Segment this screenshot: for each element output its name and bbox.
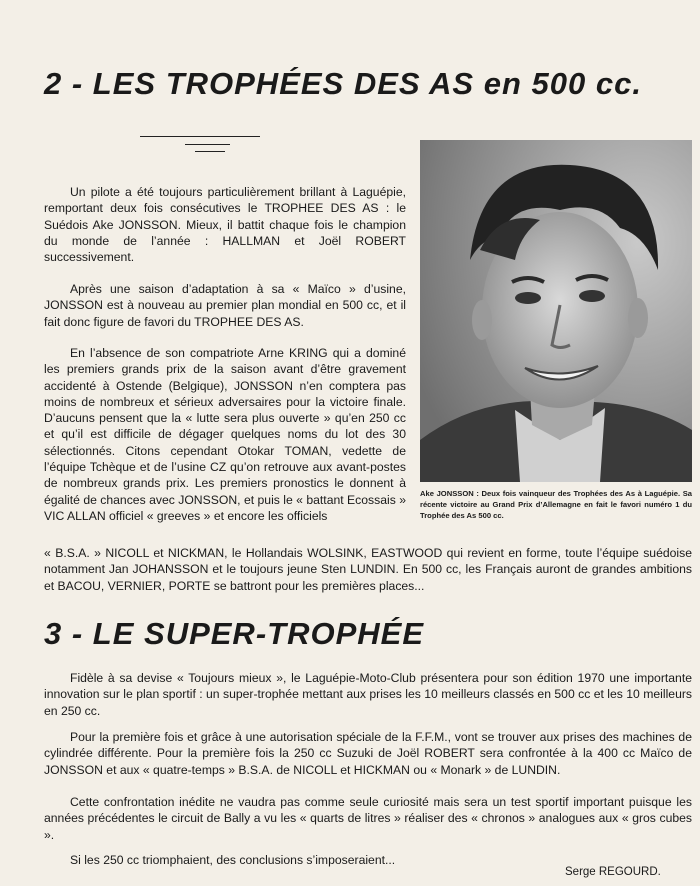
title-divider xyxy=(185,144,230,145)
paragraph: Un pilote a été toujours particulièrement brillant à Laguépie, remportant deux fois consécutives le TROPHEE DES AS : le Suédois Ake JONSSON. Mieux, il battit chaque fois le champion du monde de l’année : HALLMAN et Joël ROBERT successivement. xyxy=(44,185,406,265)
title-divider xyxy=(195,151,225,152)
paragraph: « B.S.A. » NICOLL et NICKMAN, le Hollandais WOLSINK, EASTWOOD qui revient en forme, toute l’équipe suédoise notamment Jan JOHANSSON et le toujours jeune Sten LUNDIN. En 500 cc, les Français auront de grandes ambitions et BACOU, VERNIER, PORTE se battront pour les premières places... xyxy=(44,546,692,593)
paragraph: En l’absence de son compatriote Arne KRING qui a dominé les premiers grands prix de la saison avant d’être gravement accidenté à Ostende (Belgique), JONSSON n’en comptera pas moins de nombreux et sérieux adversaires pour la victoire finale. D’aucuns pensent que la « lutte sera plus ouverte » qu’en 250 cc et qu’il est difficile de dégager quelques noms du lot des 30 sélectionnés. Citons cependant Otokar TOMAN, vedette de l’équipe Tchèque et de l’usine CZ qu’on retrouve aux avant-postes de nombreux grands prix. Les premiers pronostics le donnent à égalité de chances avec JONSSON, et puis le « battant Ecossais » VIC ALLAN officiel « greeves » et encore les officiels xyxy=(44,346,406,523)
portrait-photo xyxy=(420,140,692,482)
paragraph: Si les 250 cc triomphaient, des conclusions s’imposeraient... xyxy=(70,853,396,867)
section-title-trophees-des-as: 2 - LES TROPHÉES DES AS en 500 cc. xyxy=(44,66,642,101)
photo-caption: Ake JONSSON : Deux fois vainqueur des Trophées des As à Laguépie. Sa récente victoire au Grand Prix d’Allemagne en fait le favori numéro 1 du Trophée des As 500 cc. xyxy=(420,489,692,520)
title-divider xyxy=(140,136,260,137)
portrait-photo-icon xyxy=(420,140,692,482)
paragraph: Après une saison d’adaptation à sa « Maïco » d’usine, JONSSON est à nouveau au premier plan mondial en 500 cc, et il fait donc figure de favori du TROPHEE DES AS. xyxy=(44,282,406,329)
paragraph: Pour la première fois et grâce à une autorisation spéciale de la F.F.M., vont se trouver aux prises des machines de cylindrée différente. Pour la première fois la 250 cc Suzuki de Joël ROBERT sera confrontée à la 400 cc Maïco de JONSSON et aux « quatre-temps » B.S.A. de NICOLL et HICKMAN ou « Monark » de LUNDIN. xyxy=(44,730,692,777)
paragraph: Fidèle à sa devise « Toujours mieux », le Laguépie-Moto-Club présentera pour son édition 1970 une importante innovation sur le plan sportif : un super-trophée mettant aux prises les 10 meilleurs classés en 500 cc et les 10 meilleurs en 250 cc. xyxy=(44,671,692,718)
section-title-super-trophee: 3 - LE SUPER-TROPHÉE xyxy=(44,616,424,651)
author-signature: Serge REGOURD. xyxy=(565,866,661,878)
paragraph: Cette confrontation inédite ne vaudra pas comme seule curiosité mais sera un test sportif important puisque les années précédentes le circuit de Bally a vu les « quarts de litres » réaliser des « chronos » analogues aux « gros cubes ». xyxy=(44,795,692,842)
